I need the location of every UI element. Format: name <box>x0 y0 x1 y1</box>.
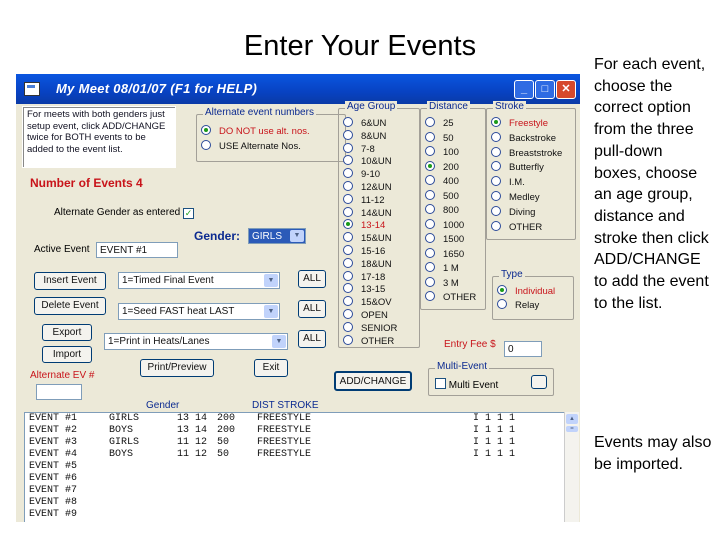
cell-dist: 200 <box>217 413 236 424</box>
cell-event: EVENT #2 <box>29 425 78 436</box>
age-group-box <box>338 101 420 348</box>
cell-age: 11 12 <box>177 449 208 460</box>
table-row[interactable] <box>25 461 565 473</box>
age-group-option[interactable]: 17-18 <box>343 271 385 283</box>
cell-flags: I 1 1 1 <box>473 413 516 424</box>
stroke-option[interactable]: Butterfly <box>491 161 544 173</box>
cell-flags: I 1 1 1 <box>473 437 516 448</box>
radio-selected-icon <box>201 125 211 135</box>
alt-yes-radio[interactable]: USE Alternate Nos. <box>201 140 301 152</box>
stroke-option[interactable]: Backstroke <box>491 132 556 144</box>
cell-event: EVENT #9 <box>29 509 78 520</box>
instructions-text: For each event, choose the correct option from the three pull-down boxes, choose an age group, distance and stroke then click ADD/CHANGE to add the event to the list. <box>594 56 709 312</box>
age-group-label: Age Group <box>347 101 396 112</box>
timed-final-select[interactable]: 1=Timed Final Event ▼ <box>118 272 280 289</box>
multi-event-label: Multi-Event <box>437 361 488 372</box>
cell-event: EVENT #1 <box>29 413 78 424</box>
chevron-down-icon: ▼ <box>264 274 278 287</box>
age-group-option[interactable]: 15&UN <box>343 232 392 244</box>
multi-event-row: Multi Event <box>435 378 498 391</box>
table-row[interactable] <box>25 497 565 509</box>
import-button[interactable]: Import <box>42 346 92 363</box>
radio-icon <box>201 140 211 150</box>
seed-select[interactable]: 1=Seed FAST heat LAST ▼ <box>118 303 280 320</box>
chevron-down-icon: ▼ <box>264 305 278 318</box>
entry-fee-label: Entry Fee $ <box>444 339 496 350</box>
distance-option[interactable]: 800 <box>425 204 459 216</box>
age-group-option[interactable]: 15-16 <box>343 245 385 257</box>
age-group-option[interactable]: 7-8 <box>343 143 375 155</box>
cell-event: EVENT #7 <box>29 485 78 496</box>
alt-numbers-label: Alternate event numbers <box>205 107 314 118</box>
radio-selected-icon <box>491 117 501 127</box>
age-group-option[interactable]: 14&UN <box>343 207 392 219</box>
radio-icon <box>425 219 435 229</box>
cell-event: EVENT #4 <box>29 449 78 460</box>
all-button-3[interactable]: ALL <box>298 330 326 348</box>
minimize-icon[interactable]: _ <box>514 80 534 99</box>
active-event-label: Active Event <box>34 244 90 255</box>
radio-icon <box>343 207 353 217</box>
distance-option[interactable]: 500 <box>425 190 459 202</box>
app-icon <box>24 82 40 96</box>
distance-option[interactable]: 1 M <box>425 262 459 274</box>
cell-stroke: FREESTYLE <box>257 425 312 436</box>
cell-stroke: FREESTYLE <box>257 413 312 424</box>
radio-icon <box>343 309 353 319</box>
radio-selected-icon <box>497 285 507 295</box>
multi-event-checkbox[interactable] <box>435 378 446 389</box>
distance-box <box>420 101 486 310</box>
window-title: My Meet 08/01/07 (F1 for HELP) <box>56 81 258 96</box>
distance-option[interactable]: 25 <box>425 117 454 129</box>
radio-icon <box>343 143 353 153</box>
chevron-down-icon: ▼ <box>272 335 286 348</box>
cell-flags: I 1 1 1 <box>473 425 516 436</box>
stroke-option[interactable]: Medley <box>491 191 540 203</box>
distance-option[interactable]: 50 <box>425 132 454 144</box>
add-change-button[interactable]: ADD/CHANGE <box>334 371 412 391</box>
cell-event: EVENT #8 <box>29 497 78 508</box>
alternate-gender-row <box>54 207 194 219</box>
radio-icon <box>491 206 501 216</box>
alternate-gender-checkbox[interactable]: ✓ <box>184 208 193 218</box>
radio-icon <box>491 221 501 231</box>
cell-gender: BOYS <box>109 449 134 460</box>
radio-icon <box>491 176 501 186</box>
table-row[interactable] <box>25 485 565 497</box>
radio-icon <box>425 190 435 200</box>
age-group-option[interactable]: 11-12 <box>343 194 385 206</box>
radio-icon <box>343 155 353 165</box>
scroll-thumb[interactable]: = <box>566 426 578 432</box>
radio-icon <box>425 291 435 301</box>
radio-icon <box>491 161 501 171</box>
alternate-ev-label: Alternate EV # <box>30 370 95 381</box>
all-button-1[interactable]: ALL <box>298 270 326 288</box>
number-of-events: Number of Events 4 <box>30 176 143 190</box>
age-group-option[interactable]: OPEN <box>343 309 388 321</box>
cell-dist: 200 <box>217 425 236 436</box>
stroke-option[interactable]: OTHER <box>491 221 542 233</box>
age-group-option[interactable]: 18&UN <box>343 258 392 270</box>
radio-icon <box>343 245 353 255</box>
age-group-option[interactable]: 10&UN <box>343 155 392 167</box>
radio-icon <box>425 175 435 185</box>
slide-title: Enter Your Events <box>243 30 477 62</box>
age-group-option[interactable]: OTHER <box>343 335 394 347</box>
print-select[interactable]: 1=Print in Heats/Lanes ▼ <box>104 333 288 350</box>
maximize-icon[interactable]: □ <box>535 80 555 99</box>
radio-icon <box>425 146 435 156</box>
table-row[interactable] <box>25 425 565 437</box>
cell-stroke: FREESTYLE <box>257 449 312 460</box>
radio-icon <box>343 322 353 332</box>
type-box <box>492 269 574 320</box>
dist-stroke-column-header: DIST STROKE <box>252 400 319 411</box>
radio-icon <box>343 232 353 242</box>
stroke-option[interactable]: Diving <box>491 206 535 218</box>
distance-option[interactable]: 1500 <box>425 233 464 245</box>
radio-icon <box>425 117 435 127</box>
table-row[interactable] <box>25 449 565 461</box>
radio-icon <box>343 296 353 306</box>
radio-icon <box>491 132 501 142</box>
radio-icon <box>343 271 353 281</box>
radio-icon <box>425 204 435 214</box>
delete-event-button[interactable]: Delete Event <box>34 297 106 315</box>
cell-event: EVENT #6 <box>29 473 78 484</box>
event-list[interactable] <box>24 412 566 522</box>
cell-dist: 50 <box>217 437 230 448</box>
meet-window <box>16 74 580 522</box>
alt-no-radio[interactable]: DO NOT use alt. nos. <box>201 125 310 137</box>
all-button-2[interactable]: ALL <box>298 300 326 318</box>
stroke-option[interactable]: I.M. <box>491 176 525 188</box>
info-note: For meets with both genders just setup event, click ADD/CHANGE twice for BOTH events to be added to the event list. <box>22 106 176 168</box>
cell-stroke: FREESTYLE <box>257 437 312 448</box>
multi-event-button[interactable] <box>531 375 547 389</box>
exit-button[interactable]: Exit <box>254 359 288 377</box>
cell-gender: GIRLS <box>109 437 140 448</box>
radio-icon <box>343 168 353 178</box>
stroke-option[interactable]: Freestyle <box>491 117 548 129</box>
gender-select[interactable]: GIRLS ▼ <box>248 228 306 244</box>
age-group-option[interactable]: SENIOR <box>343 322 397 334</box>
insert-event-button[interactable]: Insert Event <box>34 272 106 290</box>
table-row[interactable] <box>25 413 565 425</box>
active-event-field[interactable]: EVENT #1 <box>96 242 178 258</box>
age-group-option[interactable]: 13-14 <box>343 219 385 231</box>
export-button[interactable]: Export <box>42 324 92 341</box>
radio-selected-icon <box>343 219 353 229</box>
radio-icon <box>343 181 353 191</box>
age-group-option[interactable]: 12&UN <box>343 181 392 193</box>
distance-option[interactable]: OTHER <box>425 291 476 303</box>
distance-option[interactable]: 400 <box>425 175 459 187</box>
cell-age: 13 14 <box>177 425 208 436</box>
alternate-gender-label: Alternate Gender as entered <box>54 207 181 218</box>
radio-icon <box>425 248 435 258</box>
cell-age: 11 12 <box>177 437 208 448</box>
close-icon[interactable]: ✕ <box>556 80 576 99</box>
table-row[interactable] <box>25 509 565 521</box>
distance-option[interactable]: 200 <box>425 161 459 173</box>
type-option[interactable]: Individual <box>497 285 555 297</box>
age-group-option[interactable]: 8&UN <box>343 130 386 142</box>
radio-icon <box>425 132 435 142</box>
event-list-scrollbar[interactable] <box>564 412 579 522</box>
table-row[interactable] <box>25 473 565 485</box>
cell-age: 13 14 <box>177 413 208 424</box>
stroke-option[interactable]: Breaststroke <box>491 147 562 159</box>
table-row[interactable] <box>25 437 565 449</box>
distance-option[interactable]: 100 <box>425 146 459 158</box>
radio-icon <box>343 283 353 293</box>
cell-gender: BOYS <box>109 425 134 436</box>
cell-event: EVENT #3 <box>29 437 78 448</box>
radio-icon <box>491 191 501 201</box>
distance-option[interactable]: 1650 <box>425 248 464 260</box>
radio-icon <box>343 258 353 268</box>
gender-column-header: Gender <box>146 400 180 411</box>
age-group-option[interactable]: 13-15 <box>343 283 385 295</box>
alt-numbers-group <box>196 107 346 162</box>
radio-icon <box>425 262 435 272</box>
print-preview-button[interactable]: Print/Preview <box>140 359 214 377</box>
radio-icon <box>425 277 435 287</box>
stroke-box <box>486 101 576 240</box>
distance-label: Distance <box>429 101 468 112</box>
radio-icon <box>343 335 353 345</box>
type-label: Type <box>501 269 523 280</box>
chevron-down-icon: ▼ <box>290 230 304 242</box>
import-note-text: Events may also be imported. <box>594 434 712 473</box>
age-group-option[interactable]: 15&OV <box>343 296 392 308</box>
radio-icon <box>497 299 507 309</box>
type-option[interactable]: Relay <box>497 299 539 311</box>
alternate-ev-field[interactable] <box>36 384 82 400</box>
window-titlebar[interactable] <box>16 74 580 104</box>
cell-gender: GIRLS <box>109 413 140 424</box>
cell-event: EVENT #5 <box>29 461 78 472</box>
stroke-label: Stroke <box>495 101 524 112</box>
distance-option[interactable]: 3 M <box>425 277 459 289</box>
radio-icon <box>491 147 501 157</box>
radio-icon <box>425 233 435 243</box>
radio-icon <box>343 130 353 140</box>
scroll-up-icon[interactable]: ▲ <box>566 414 578 424</box>
multi-event-box <box>428 361 554 396</box>
age-group-option[interactable]: 9-10 <box>343 168 380 180</box>
entry-fee-field[interactable]: 0 <box>504 341 542 357</box>
radio-selected-icon <box>425 161 435 171</box>
gender-label: Gender: <box>194 229 241 243</box>
age-group-option[interactable]: 6&UN <box>343 117 386 129</box>
distance-option[interactable]: 1000 <box>425 219 464 231</box>
cell-flags: I 1 1 1 <box>473 449 516 460</box>
radio-icon <box>343 117 353 127</box>
cell-dist: 50 <box>217 449 230 460</box>
radio-icon <box>343 194 353 204</box>
